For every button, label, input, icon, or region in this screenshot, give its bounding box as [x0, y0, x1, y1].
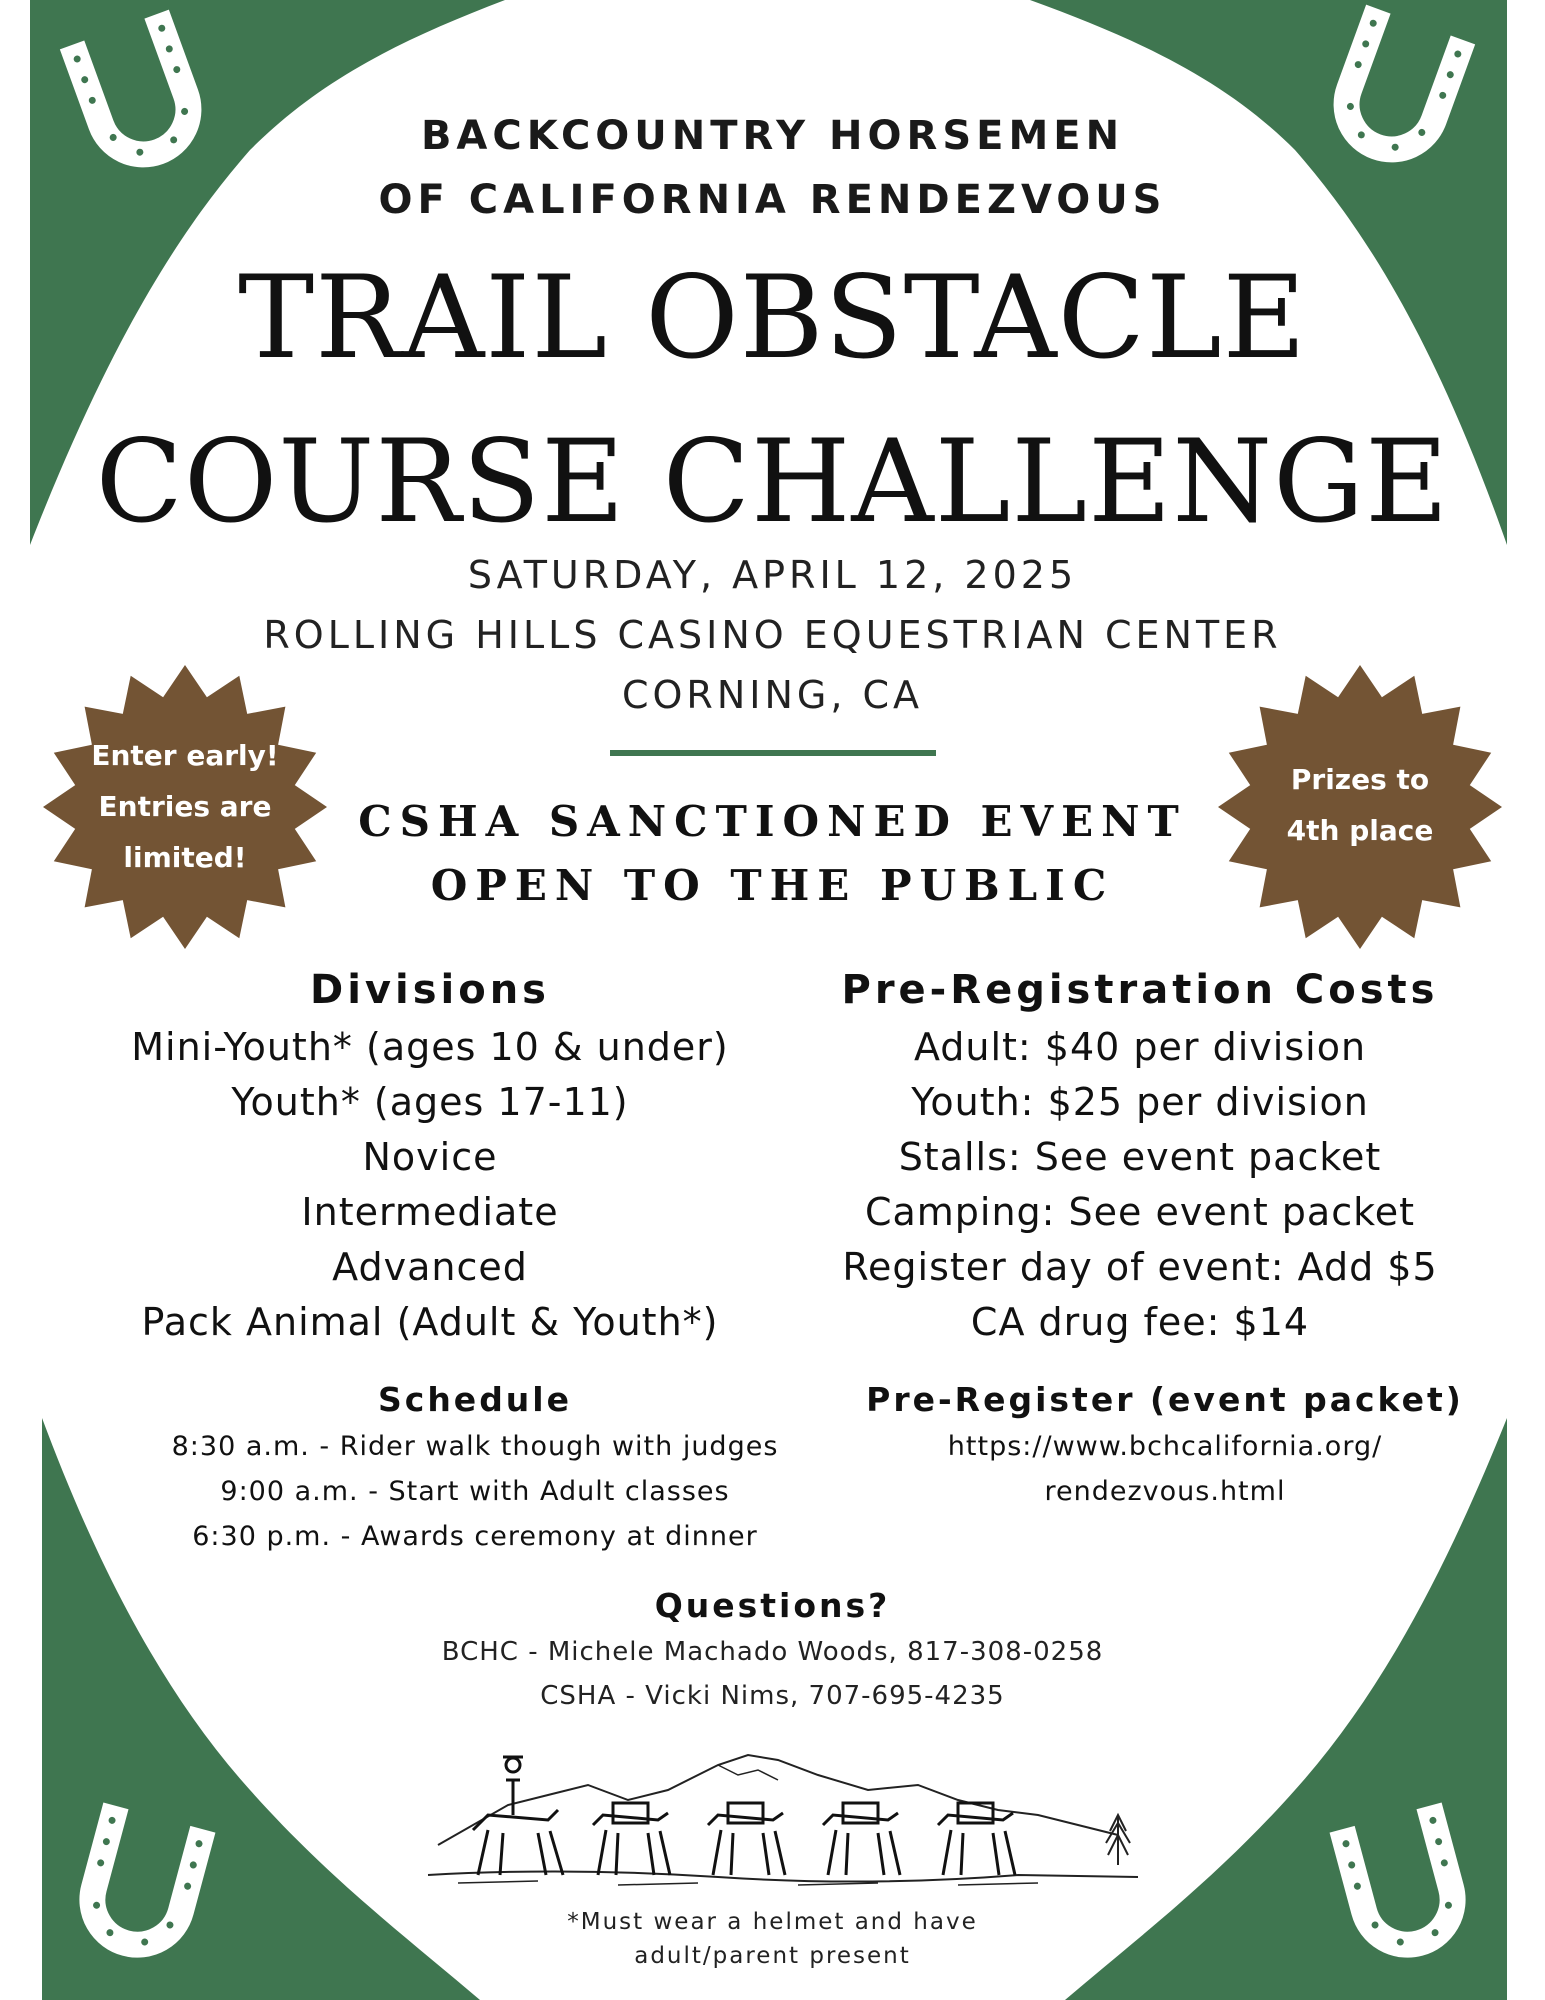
cost-item: Youth: $25 per division — [911, 1080, 1369, 1124]
division-item: Novice — [362, 1135, 498, 1179]
event-city: CORNING, CA — [621, 673, 924, 717]
cost-item: Camping: See event packet — [864, 1190, 1416, 1234]
questions-heading: Questions? — [654, 1586, 891, 1625]
divisions-heading: Divisions — [310, 967, 550, 1013]
badge-right-line-2: 4th place — [1286, 814, 1434, 847]
costs-section — [800, 960, 1480, 1350]
org-line-2: OF CALIFORNIA RENDEZVOUS — [378, 177, 1167, 223]
cost-item: Adult: $40 per division — [913, 1025, 1367, 1069]
pack-train-illustration — [418, 1735, 1158, 1895]
page-title — [0, 236, 1545, 564]
contact-item: CSHA - Vicki Nims, 707-695-4235 — [540, 1681, 1005, 1711]
preregister-link-line-2[interactable]: rendezvous.html — [1044, 1476, 1286, 1507]
sanction-line-1: CSHA SANCTIONED EVENT — [358, 797, 1187, 846]
cost-item: CA drug fee: $14 — [970, 1300, 1310, 1344]
division-item: Intermediate — [301, 1190, 559, 1234]
title-line-1: TRAIL OBSTACLE — [238, 251, 1307, 384]
preregister-section — [840, 1376, 1490, 1514]
event-venue: ROLLING HILLS CASINO EQUESTRIAN CENTER — [263, 613, 1282, 657]
footnote-line-1: *Must wear a helmet and have — [567, 1909, 978, 1935]
preregister-link-line-1[interactable]: https://www.bchcalifornia.org/ — [947, 1431, 1383, 1462]
badge-left-line-2: Entries are — [98, 790, 272, 823]
badge-right-line-1: Prizes to — [1290, 763, 1430, 796]
badge-left-line-1: Enter early! — [91, 739, 279, 772]
division-item: Advanced — [332, 1245, 528, 1289]
sanction-line-2: OPEN TO THE PUBLIC — [430, 861, 1115, 910]
cost-item: Register day of event: Add $5 — [842, 1245, 1438, 1289]
division-item: Pack Animal (Adult & Youth*) — [141, 1300, 719, 1344]
cost-item: Stalls: See event packet — [898, 1135, 1382, 1179]
costs-heading: Pre-Registration Costs — [841, 967, 1439, 1013]
schedule-item: 8:30 a.m. - Rider walk though with judges — [171, 1431, 779, 1462]
schedule-item: 9:00 a.m. - Start with Adult classes — [220, 1476, 730, 1507]
schedule-heading: Schedule — [377, 1380, 572, 1419]
event-date: SATURDAY, APRIL 12, 2025 — [467, 553, 1078, 597]
contact-item: BCHC - Michele Machado Woods, 817-308-0258 — [441, 1637, 1104, 1667]
schedule-item: 6:30 p.m. - Awards ceremony at dinner — [192, 1521, 758, 1552]
footnote-line-2: adult/parent present — [634, 1943, 911, 1969]
footnote — [430, 1905, 1115, 1973]
badge-right-text — [1215, 754, 1505, 856]
schedule-section — [130, 1376, 820, 1559]
org-line-1: BACKCOUNTRY HORSEMEN — [420, 113, 1125, 159]
questions-section — [380, 1582, 1165, 1718]
divisions-section — [90, 960, 770, 1350]
badge-left-text — [40, 730, 330, 883]
division-item: Youth* (ages 17-11) — [231, 1080, 629, 1124]
preregister-heading: Pre-Register (event packet) — [866, 1380, 1464, 1419]
division-item: Mini-Youth* (ages 10 & under) — [131, 1025, 729, 1069]
organization-name — [0, 104, 1545, 232]
title-line-2: COURSE CHALLENGE — [95, 415, 1450, 548]
badge-left-line-3: limited! — [123, 841, 247, 874]
sanction-notice — [330, 790, 1215, 918]
section-divider — [610, 750, 936, 756]
